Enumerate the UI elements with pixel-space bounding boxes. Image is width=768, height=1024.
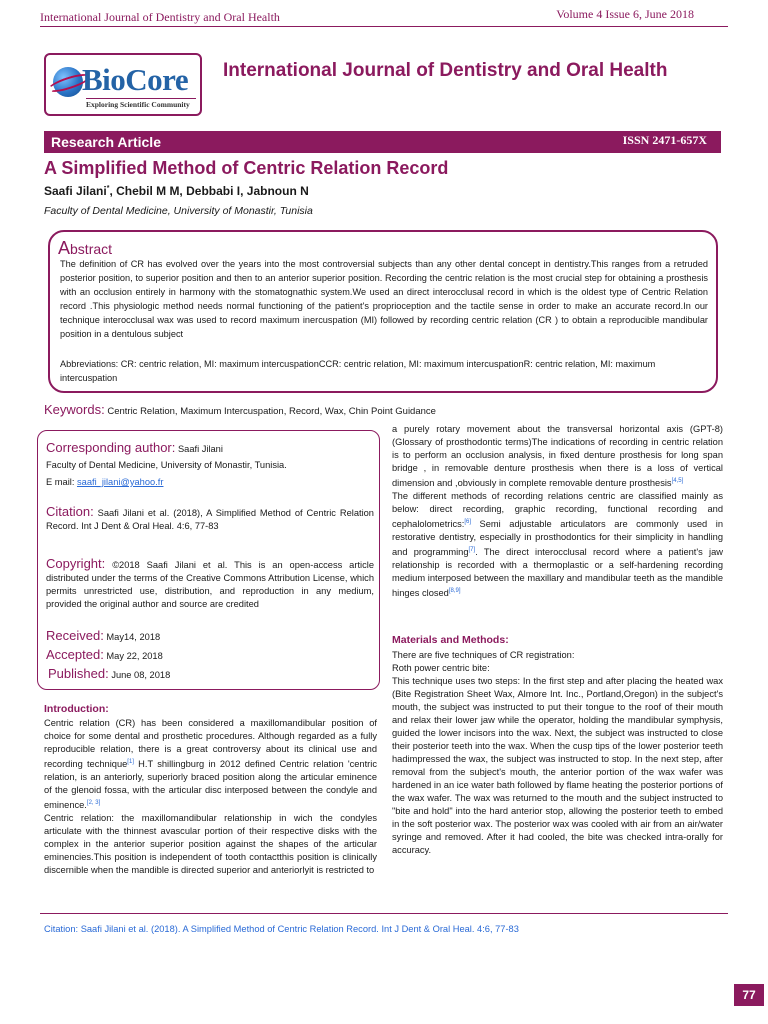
abstract-heading-rest: bstract: [70, 241, 113, 257]
article-type-bar: [44, 131, 721, 153]
article-type: Research Article: [51, 134, 161, 150]
page-number: 77: [734, 984, 764, 1006]
methods-intro: There are five techniques of CR registration:: [392, 650, 575, 660]
issn: ISSN 2471-657X: [622, 133, 707, 147]
abstract-heading: [58, 238, 112, 259]
abbreviations: Abbreviations: CR: centric relation, MI: maximum intercuspationCCR: centric relation, MI: maximum intercuspationR: centric relation, MI: maximum intercuspation: [60, 359, 656, 383]
email-label: E mail:: [46, 477, 75, 487]
introduction-body: [44, 717, 377, 877]
right-paragraph-1: a purely rotary movement about the transversal horizontal axis (GPT-8) (Glossary of prosthodontic terms)The indications of recording in centric relation is to perform an occlusion analysis, in fixed denture prosthesis for long span bridge , in removable denture prosthesis when there is a loss of vertical dimension and ,obviously in complete removable denture prosthesis: [392, 424, 723, 489]
abstract-body: The definition of CR has evolved over the years into the most controversial subjects than any other dental concept in dentistry.This ranges from a retruded posterior position, to superior position and then to an anterior superior position. Recording the centric relation is the most crucial step for obtaining a prosthesis with an occlusion entirely in harmony with the stomatognathic system.We used an direct interocclusal record in which is the oldest type of Centric Relation record .This physiologic method needs normal functioning of the patient's proprioception and the tactile sense in order to make an accurate record.In our technique interocclusal wax was used to record maximum inercuspation (MI) followed by recording centric relation (CR ) to obtain a reproducible mandibular position in a dentulous subject: [60, 259, 708, 339]
copyright-text: ©2018 Saafi Jilani et al. This is an open-access article distributed under the terms of the Creative Commons Attribution License, which permits unrestricted use, distribution, and reproduction in any medium, provided the original author and source are credited: [46, 560, 374, 609]
header-rule: [40, 26, 728, 27]
logo-name: BioCore: [82, 62, 189, 97]
author-list: [44, 184, 309, 198]
abstract-box: [48, 230, 718, 393]
right-paragraph-2c: . The direct interocclusal record where a patient's jaw relationship is recorded with a thermoplastic or a self-hardening recording medium interposed between the maxillary and mandibular teeth as the mandible hinges closed: [392, 547, 723, 599]
globe-icon: [53, 67, 83, 97]
corresponding-label: Corresponding author:: [46, 440, 176, 455]
copyright-label: Copyright:: [46, 556, 106, 571]
methods-body: [392, 649, 723, 857]
other-authors: , Chebil M M, Debbabi I, Jabnoun N: [109, 184, 309, 198]
citation-ref[interactable]: [1]: [127, 759, 134, 765]
abstract-heading-cap: A: [58, 238, 71, 258]
affiliation: Faculty of Dental Medicine, University of Monastir, Tunisia: [44, 205, 313, 217]
keywords-label: Keywords:: [44, 402, 105, 417]
received-label: Received:: [46, 628, 104, 643]
running-journal-title: International Journal of Dentistry and Oral Health: [40, 10, 280, 24]
copyright-block: [46, 557, 374, 611]
logo-underline: [86, 98, 196, 99]
paper-title: A Simplified Method of Centric Relation Record: [44, 158, 449, 178]
footer-citation: Citation: Saafi Jilani et al. (2018). A Simplified Method of Centric Relation Record. Int J Dent & Oral Heal. 4:6, 77-83: [44, 924, 519, 934]
corresponding-affiliation: Faculty of Dental Medicine, University of Monastir, Tunisia.: [46, 460, 287, 470]
journal-title: International Journal of Dentistry and Oral Health: [223, 60, 668, 81]
citation-block: [46, 505, 374, 533]
first-author: Saafi Jilani: [44, 184, 107, 198]
intro-paragraph-1b: H.T shillingburg in 2012 defined Centric relation 'centric relation, is an anteriorly, superiorly braced position along the articular eminence of the glenoid fossa, with the articular disc interposed between the condyle and eminence.: [44, 759, 377, 811]
intro-paragraph-2: Centric relation: the maxillomandibular relationship in wich the condyles articulate with the thinnest avascular portion of their respective disks with the complex in the anterior superior position against the shapes of the articular eminencies.This position is independent of tooth contactthis position is clinically discernible when the mandible is directed superior and anteriorlyit is restricted to: [44, 813, 377, 876]
keywords-text: Centric Relation, Maximum Intercuspation, Record, Wax, Chin Point Guidance: [107, 406, 436, 417]
email-line: [46, 477, 163, 487]
logo-tagline: Exploring Scientific Community: [86, 100, 190, 109]
received-value: May14, 2018: [106, 632, 161, 642]
citation-ref[interactable]: [4,5]: [671, 478, 684, 484]
accepted-value: May 22, 2018: [106, 651, 163, 661]
right-column-body: [392, 423, 723, 600]
citation-label: Citation:: [46, 504, 94, 519]
email-link[interactable]: saafi_jilani@yahoo.fr: [77, 477, 164, 487]
intro-paragraph-1a: Centric relation (CR) has been considered a maxillomandibular position of choice for some dental and prosthetic procedures. Although regarded as a fully reproducible relation, there is a great controversy about its clinical use and recording technique: [44, 718, 377, 770]
article-info-box: [37, 430, 380, 690]
received-date: [46, 628, 160, 643]
roth-technique-title: Roth power centric bite:: [392, 663, 490, 673]
citation-ref[interactable]: [8,9]: [448, 588, 461, 595]
accepted-label: Accepted:: [46, 647, 104, 662]
introduction-heading: Introduction:: [44, 703, 109, 715]
citation-ref[interactable]: [7]: [468, 547, 476, 554]
citation-ref[interactable]: [2, 3]: [86, 800, 101, 807]
methods-paragraph: This technique uses two steps: In the first step and after placing the heated wax (Bite Registration Sheet Wax, Almore Int. Inc., Portland,Oregon) in the subject's mouth, the subject was instructed to put their tongue to the roof of their mouth and relax their lower jaw while the operator, holding the mandibular symphysis, guided the lower incisors into the wax. Next, the subject was instructed to close their posterior teeth into the wax. When the cusp tips of the lower posterior teeth hadimpressed the wax, the subject was instructed to stop. In the next step, after removal from the subject's mouth, the anterior portion of the wax wafer was hardened in an ice water bath followed by flame heating the posterior portions of the wax wafer. The wax was returned to the mouth and the subject instructed to "bite and hold" into the hard anterior stop, allowing the posterior teeth to embed in the soft posterior wax. The posterior wax was cooled with air from an air/water syringe and removed. After it had cooled, the bite was checked intra-orally for accuracy.: [392, 676, 723, 855]
right-paragraph-2a: The different methods of recording relations centric are classified mainly as below: direct recording, graphic recording, functional recording and cephalolometrics:: [392, 491, 723, 530]
footer-rule: [40, 913, 728, 914]
keywords: [44, 402, 436, 417]
published-value: June 08, 2018: [111, 670, 171, 680]
citation-text: Saafi Jilani et al. (2018), A Simplified Method of Centric Relation Record. Int J Dent & Oral Heal. 4:6, 77-83: [46, 508, 374, 531]
published-label: Published:: [48, 666, 109, 681]
accepted-date: [46, 647, 163, 662]
corresponding-mark: *: [106, 185, 110, 192]
corresponding-author: [46, 440, 223, 455]
right-paragraph-2b: Semi adjustable articulators are commonly used in restorative dentistry, especially in prosthodontics for their simplicity in handling and programming: [392, 519, 723, 558]
volume-issue: Volume 4 Issue 6, June 2018: [556, 7, 694, 21]
citation-ref[interactable]: [6]: [464, 519, 472, 526]
published-date: [48, 666, 170, 681]
corresponding-name: Saafi Jilani: [177, 444, 223, 454]
publisher-logo: [44, 53, 202, 116]
methods-heading: Materials and Methods:: [392, 634, 509, 646]
